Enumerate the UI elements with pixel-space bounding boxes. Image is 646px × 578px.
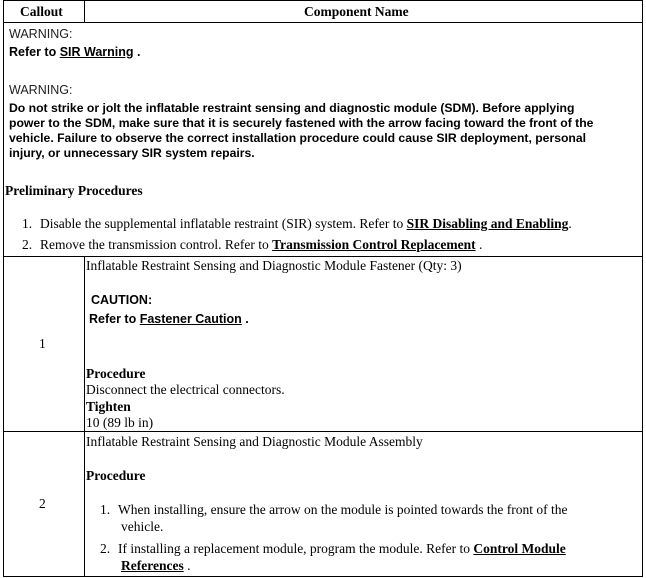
warning-label: WARNING: [9,83,73,97]
procedure-step: 2. If installing a replacement module, program the module. Refer to Control Module [100,541,566,556]
component-name-header: Component Name [304,4,409,19]
procedure-label: Procedure [86,366,146,381]
warning-text-line: vehicle. Failure to observe the correct installation procedure could cause SIR deployment, personal [9,131,587,145]
warning-text-line: power to the SDM, make sure that it is securely fastened with the arrow facing toward the front of the [9,116,594,130]
callout-number: 2 [39,496,46,511]
column-divider-header [84,0,85,22]
sir-warning-link[interactable]: SIR Warning [59,45,134,59]
tighten-label: Tighten [86,399,131,414]
preliminary-title: Preliminary Procedures [5,183,143,198]
caution-label: CAUTION: [91,293,153,307]
procedure-step-continuation: vehicle. [121,519,164,534]
row-divider [4,431,642,432]
table-top-border [4,0,642,1]
callout-number: 1 [39,336,46,351]
callout-header: Callout [20,4,63,19]
control-module-link[interactable]: References [121,558,184,573]
header-row-divider [4,22,642,23]
component-name: Inflatable Restraint Sensing and Diagnostic Module Assembly [86,434,423,449]
row-divider [4,256,642,257]
warning-text-line: Do not strike or jolt the inflatable restraint sensing and diagnostic module (SDM). Before applying [9,101,575,115]
warning-sir-reference: Refer to SIR Warning . [9,45,141,59]
procedure-step-continuation: References . [121,558,191,573]
tighten-value: 10 (89 lb in) [86,415,154,430]
preliminary-step: 2. Remove the transmission control. Refer to Transmission Control Replacement . [22,237,483,252]
sir-disabling-link[interactable]: SIR Disabling and Enabling [406,216,569,231]
procedure-label: Procedure [86,468,146,483]
fastener-caution-link[interactable]: Fastener Caution [139,312,242,326]
procedure-text: Disconnect the electrical connectors. [86,382,285,397]
component-table [3,0,643,577]
warning-text-line: injury, or unnecessary SIR system repairs. [9,146,255,160]
preliminary-step: 1. Disable the supplemental inflatable restraint (SIR) system. Refer to SIR Disabling and Enabling. [22,216,572,231]
component-name: Inflatable Restraint Sensing and Diagnostic Module Fastener (Qty: 3) [86,258,462,273]
procedure-step: 1. When installing, ensure the arrow on the module is pointed towards the front of the [100,502,568,517]
caution-reference: Refer to Fastener Caution . [89,312,249,326]
warning-label: WARNING: [9,27,73,41]
column-divider-body [84,256,85,576]
transmission-control-link[interactable]: Transmission Control Replacement [272,237,476,252]
control-module-link[interactable]: Control Module [473,541,566,556]
